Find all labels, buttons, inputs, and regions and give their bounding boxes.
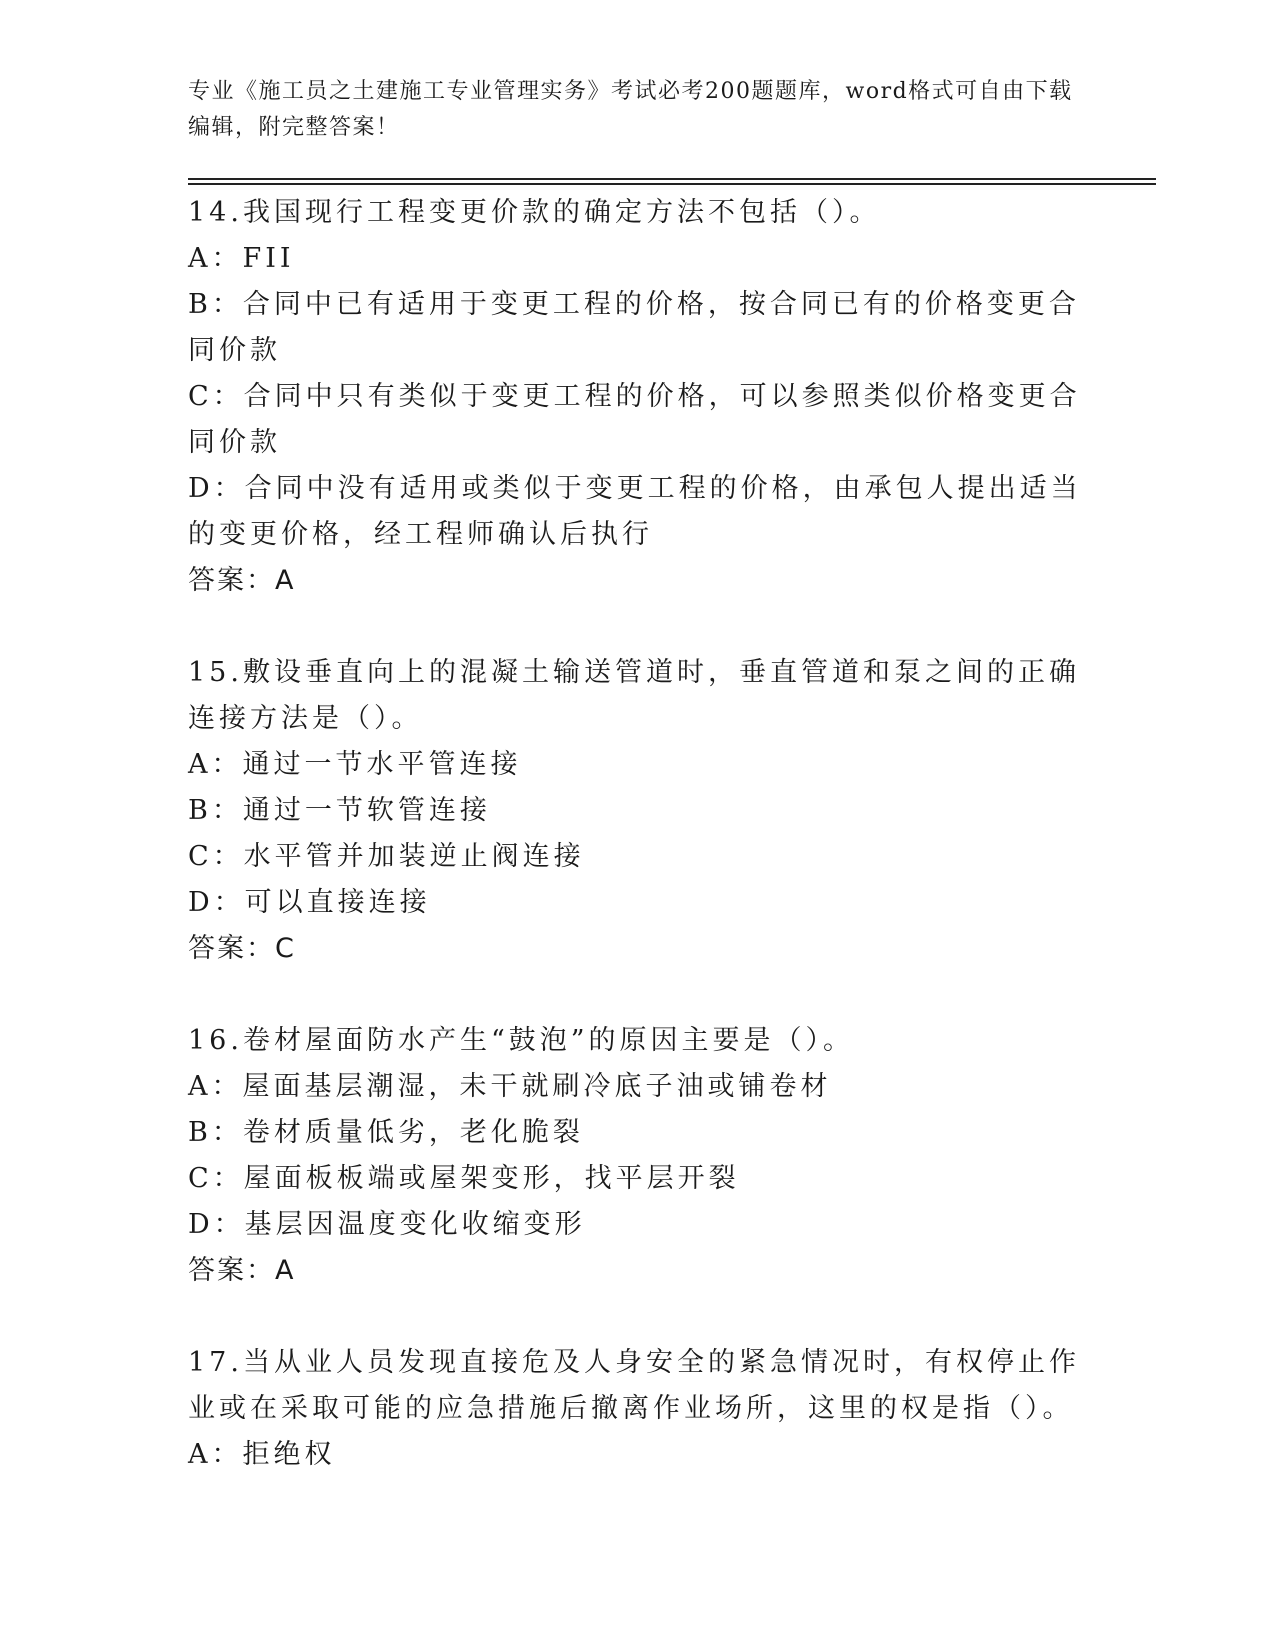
option-a: A：屋面基层潮湿，未干就刷冷底子油或铺卷材 (188, 1071, 832, 1102)
answer-label: 答案：A (188, 565, 296, 596)
question-14 (188, 190, 1088, 604)
question-list (188, 190, 1088, 1478)
question-stem: 14.我国现行工程变更价款的确定方法不包括（）。 (188, 197, 881, 228)
question-stem: 16.卷材屋面防水产生“鼓泡”的原因主要是（）。 (188, 1025, 855, 1056)
option-d: D：基层因温度变化收缩变形 (188, 1209, 586, 1240)
question-17 (188, 1340, 1088, 1478)
answer-label: 答案：C (188, 933, 296, 964)
option-c: C：合同中只有类似于变更工程的价格，可以参照类似价格变更合同价款 (188, 381, 1081, 458)
option-b: B：通过一节软管连接 (188, 795, 491, 826)
question-16 (188, 1018, 1088, 1294)
option-b: B：合同中已有适用于变更工程的价格，按合同已有的价格变更合同价款 (188, 289, 1080, 366)
header-rule-top (188, 178, 1156, 180)
option-d: D：可以直接连接 (188, 887, 431, 918)
question-stem: 17.当从业人员发现直接危及人身安全的紧急情况时，有权停止作业或在采取可能的应急措施后撤离作业场所，这里的权是指（）。 (188, 1347, 1080, 1424)
document-header: 专业《施工员之土建施工专业管理实务》考试必考200题题库，word格式可自由下载编辑，附完整答案！ (188, 79, 1073, 140)
header-rule-bottom (188, 183, 1156, 185)
option-d: D：合同中没有适用或类似于变更工程的价格，由承包人提出适当的变更价格，经工程师确认后执行 (188, 473, 1082, 550)
question-stem: 15.敷设垂直向上的混凝土输送管道时，垂直管道和泵之间的正确连接方法是（）。 (188, 657, 1080, 734)
option-b: B：卷材质量低劣，老化脆裂 (188, 1117, 584, 1148)
option-c: C：屋面板板端或屋架变形，找平层开裂 (188, 1163, 740, 1194)
question-15 (188, 650, 1088, 972)
option-c: C：水平管并加装逆止阀连接 (188, 841, 585, 872)
option-a: A：通过一节水平管连接 (188, 749, 522, 780)
answer-label: 答案：A (188, 1255, 296, 1286)
option-a: A：拒绝权 (188, 1439, 336, 1470)
option-a: A：FII (188, 243, 295, 274)
